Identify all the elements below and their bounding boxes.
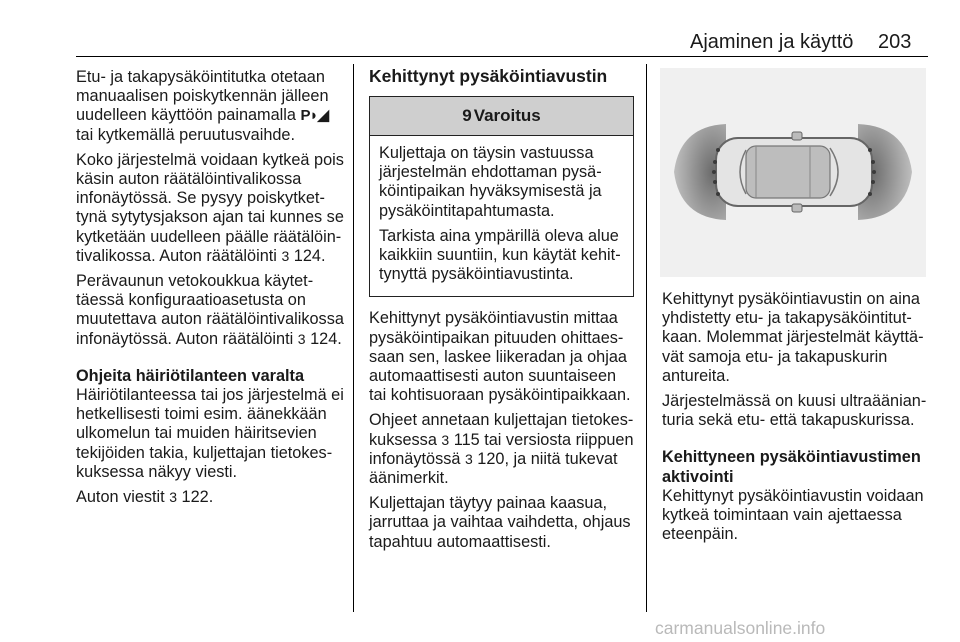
car-body (716, 132, 872, 212)
car-top-view-icon (660, 68, 926, 277)
paragraph-text: Perävaunun vetokoukkua käytettäessä konfiguraatioasetusta on muutettava auton räätälöintivalikossa infonäytössä. Auton räätälöinti (76, 272, 344, 348)
paragraph: Häiriötilanteessa tai jos järjestelmä ei hetkellisesti toimi esim. äänekkään ulkomelun tai muiden häiritsevien tekijöiden takia, kuljettajan tietokeskuksessa näkyy viesti. (76, 386, 344, 481)
paragraph (76, 272, 344, 349)
right-column (662, 290, 928, 550)
paragraph (76, 488, 344, 507)
section-heading: Ohjeita häiriötilanteen varalta (76, 366, 305, 385)
paragraph: Kehittynyt pysäköintiavustin mittaa pysäköintipaikan pituuden ohittaessaan sen, laskee liikeradan ja ohjaa automaattisesti auton suuntaiseen tai kohtisuoraan pysäköintipaikkaan. (369, 309, 631, 405)
page-reference-icon: 3 (281, 247, 290, 264)
warning-title: Varoitus (473, 106, 541, 126)
paragraph-text: Etu- ja takapysäköintitutka otetaan manuaalisen poiskytkennän jälleen uudelleen käyttöön painamalla (76, 68, 329, 125)
paragraph-text: Koko järjestelmä voidaan kytkeä pois käsin auton räätälöintivalikossa infonäytössä. Se pysyy poiskytkettynä sytytysjakson ajan tai kunnes se kytketään uudelleen päälle räätälöintivalikossa. Auton räätälöinti (76, 150, 344, 265)
paragraph: Kehittynyt pysäköintiavustin voidaan kytkeä toimintaan vain ajettaessa eteenpäin. (662, 486, 924, 544)
warning-header (370, 97, 633, 136)
parking-sensor-illustration (660, 68, 926, 277)
warning-text: Tarkista aina ympärillä oleva alue kaikkiin suuntiin, kun käytät kehittynyttä pysäköintiavustinta. (379, 226, 621, 284)
paragraph (76, 151, 344, 266)
left-column (76, 68, 344, 513)
header-divider (76, 56, 928, 57)
section-heading: Kehittyneen pysäköintiavustimen aktivointi (662, 448, 921, 486)
page-reference[interactable]: 124. (310, 329, 342, 348)
column-divider-left (353, 64, 354, 612)
page-reference[interactable]: 122. (181, 488, 214, 507)
warning-icon: 9 (462, 106, 472, 126)
park-assist-button-icon: P◗◢ (300, 107, 329, 125)
section-title: Ajaminen ja käyttö (690, 31, 854, 53)
page-reference[interactable]: 120, ja niitä tukevat äänimerkit. (369, 449, 618, 488)
paragraph-text: Ohjeet annetaan kuljettajan tietokeskuksessa (369, 411, 634, 449)
paragraph (76, 68, 344, 145)
warning-text: Kuljettaja on täysin vastuussa järjestelmän ehdottaman pysäköintipaikan hyväksymisestä ja pysäköintitapahtumasta. (379, 144, 602, 220)
page-reference[interactable]: 115 tai versiosta riippuen infonäytössä (369, 430, 634, 468)
paragraph-text: tai kytkemällä peruutusvaihde. (76, 125, 296, 144)
paragraph: Järjestelmässä on kuusi ultraäänianturia sekä etu- että takapuskurissa. (662, 392, 927, 430)
section-heading: Kehittynyt pysäköintiavustin (369, 66, 608, 86)
paragraph: Kuljettajan täytyy painaa kaasua, jarruttaa ja vaihtaa vaihdetta, ohjaus tapahtuu automaattisesti. (369, 494, 631, 551)
page-reference-icon: 3 (169, 489, 178, 506)
page-reference[interactable]: 124. (293, 246, 326, 265)
paragraph-text: Auton viestit (76, 488, 170, 507)
warning-box (369, 96, 634, 297)
page-number: 203 (878, 31, 912, 53)
warning-body (370, 136, 633, 296)
page-reference-icon: 3 (297, 330, 306, 347)
page-reference-icon: 3 (464, 450, 473, 467)
page-reference-icon: 3 (441, 431, 450, 448)
column-divider-right (646, 64, 647, 612)
paragraph: Kehittynyt pysäköintiavustin on aina yhdistetty etu- ja takapysäköintitutkaan. Molemmat järjestelmät käyttävät samoja etu- ja takapuskurin antureita. (662, 290, 924, 385)
middle-column (369, 66, 634, 558)
watermark: carmanualsonline.info (655, 618, 826, 638)
paragraph (369, 411, 634, 488)
